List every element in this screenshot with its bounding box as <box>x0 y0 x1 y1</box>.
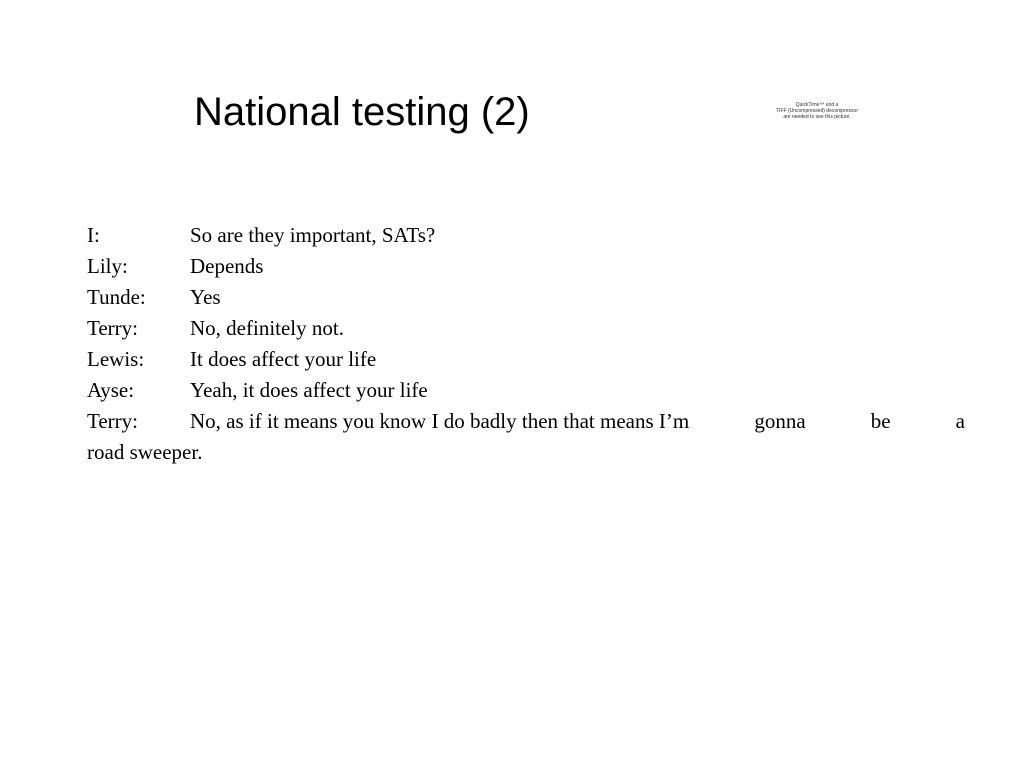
placeholder-line: QuickTime™ and a <box>795 102 839 108</box>
speaker-name: I: <box>87 223 100 247</box>
transcript-row <box>87 406 965 437</box>
speaker-name: Ayse: <box>87 378 135 402</box>
speaker-text: It does affect your life <box>190 347 377 371</box>
speaker-text-word: be <box>870 409 891 433</box>
speaker-text: So are they important, SATs? <box>190 223 436 247</box>
speaker-text-word: gonna <box>754 409 806 433</box>
speaker-text-segment: No, as if it means you know I do badly then that means I’m <box>190 409 690 433</box>
speaker-text <box>190 406 965 437</box>
transcript-row <box>87 220 965 251</box>
speaker-name: Terry: <box>87 316 139 340</box>
speaker-text: Depends <box>190 254 264 278</box>
speaker-name: Tunde: <box>87 285 146 309</box>
transcript-row <box>87 251 965 282</box>
speaker-text-continuation: road sweeper. <box>87 440 203 464</box>
speaker-text-word: a <box>955 409 965 433</box>
speaker-name: Lewis: <box>87 347 145 371</box>
speaker-name: Terry: <box>87 409 139 433</box>
transcript-row <box>87 344 965 375</box>
missing-picture-placeholder <box>772 102 862 120</box>
slide-title: National testing (2) <box>194 90 530 134</box>
transcript-row <box>87 313 965 344</box>
speaker-name: Lily: <box>87 254 128 278</box>
placeholder-line: are needed to see this picture. <box>783 114 851 120</box>
placeholder-line: TIFF (Uncompressed) decompressor <box>776 108 858 114</box>
transcript-row <box>87 282 965 313</box>
speaker-text: No, definitely not. <box>190 316 344 340</box>
speaker-text: Yes <box>190 285 221 309</box>
transcript-row <box>87 375 965 406</box>
speaker-text: Yeah, it does affect your life <box>190 378 428 402</box>
interview-transcript <box>87 220 965 468</box>
